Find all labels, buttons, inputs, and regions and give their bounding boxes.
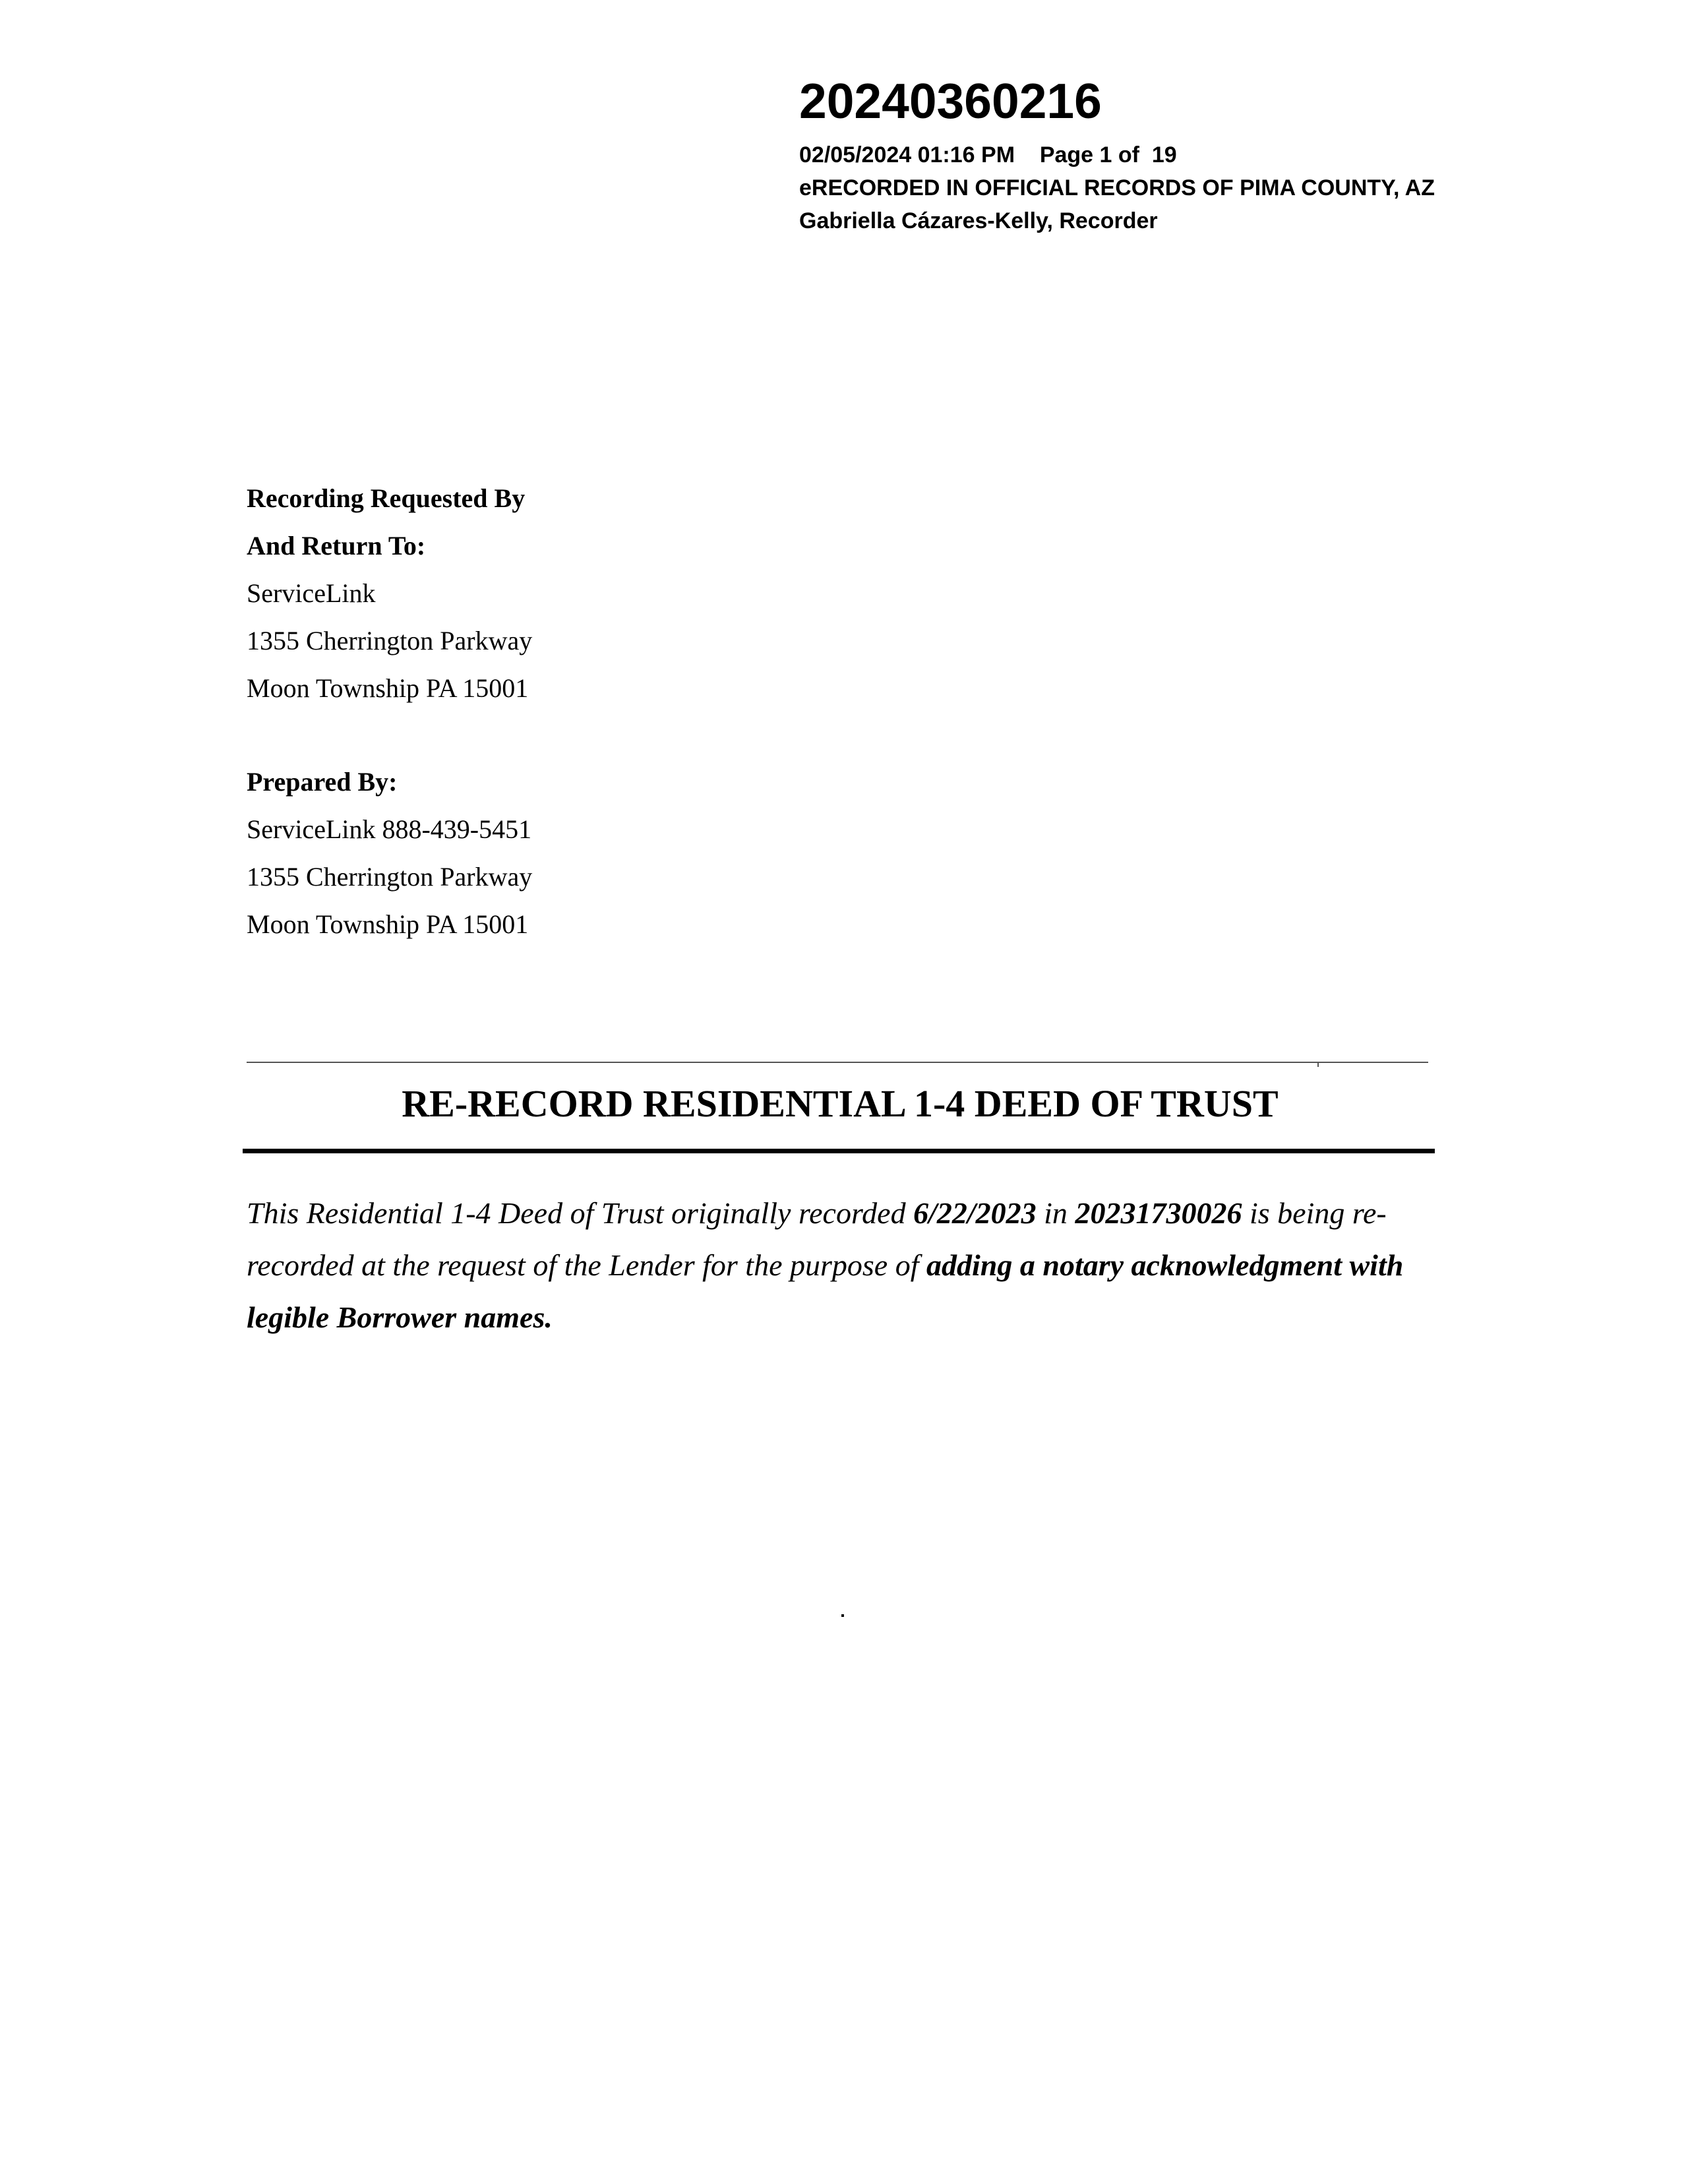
prepared-by-heading: Prepared By: xyxy=(247,767,398,797)
footer-dot xyxy=(841,1614,844,1617)
original-record-date: 6/22/2023 xyxy=(913,1196,1037,1230)
re-record-statement xyxy=(247,1187,1433,1343)
return-to-heading-line2: And Return To: xyxy=(247,531,426,561)
title-top-rule-tick xyxy=(1317,1062,1319,1067)
title-top-rule xyxy=(247,1062,1428,1063)
return-to-heading-line1: Recording Requested By xyxy=(247,483,526,513)
prepared-by-address-line1: 1355 Cherrington Parkway xyxy=(247,862,533,892)
recording-date-time: 02/05/2024 01:16 PM xyxy=(799,142,1015,167)
page-info: Page 1 of 19 xyxy=(1039,142,1177,167)
prepared-by-block xyxy=(247,758,532,948)
return-to-address-line2: Moon Township PA 15001 xyxy=(247,673,529,703)
recording-stamp xyxy=(799,71,1435,237)
statement-text-3: is being re-recorded at the request of the Lender for the purpose of xyxy=(247,1196,1387,1282)
recorded-in-line: eRECORDED IN OFFICIAL RECORDS OF PIMA COUNTY, AZ xyxy=(799,175,1435,200)
recording-date-line xyxy=(799,138,1435,171)
prepared-by-address-line2: Moon Township PA 15001 xyxy=(247,909,529,939)
document-number: 20240360216 xyxy=(799,73,1102,129)
document-title: RE-RECORD RESIDENTIAL 1-4 DEED OF TRUST xyxy=(402,1082,1279,1125)
return-to-address-line1: 1355 Cherrington Parkway xyxy=(247,626,533,655)
title-bottom-rule xyxy=(243,1149,1435,1153)
prepared-by-name: ServiceLink 888-439-5451 xyxy=(247,814,532,844)
return-to-block xyxy=(247,475,532,712)
statement-text-2: in xyxy=(1036,1196,1075,1230)
recorder-line: Gabriella Cázares-Kelly, Recorder xyxy=(799,208,1158,233)
re-record-purpose: adding a notary acknowledgment with legible Borrower names. xyxy=(247,1248,1404,1334)
return-to-name: ServiceLink xyxy=(247,578,376,608)
original-instrument-number: 20231730026 xyxy=(1075,1196,1242,1230)
statement-text-1: This Residential 1-4 Deed of Trust originally recorded xyxy=(247,1196,914,1230)
